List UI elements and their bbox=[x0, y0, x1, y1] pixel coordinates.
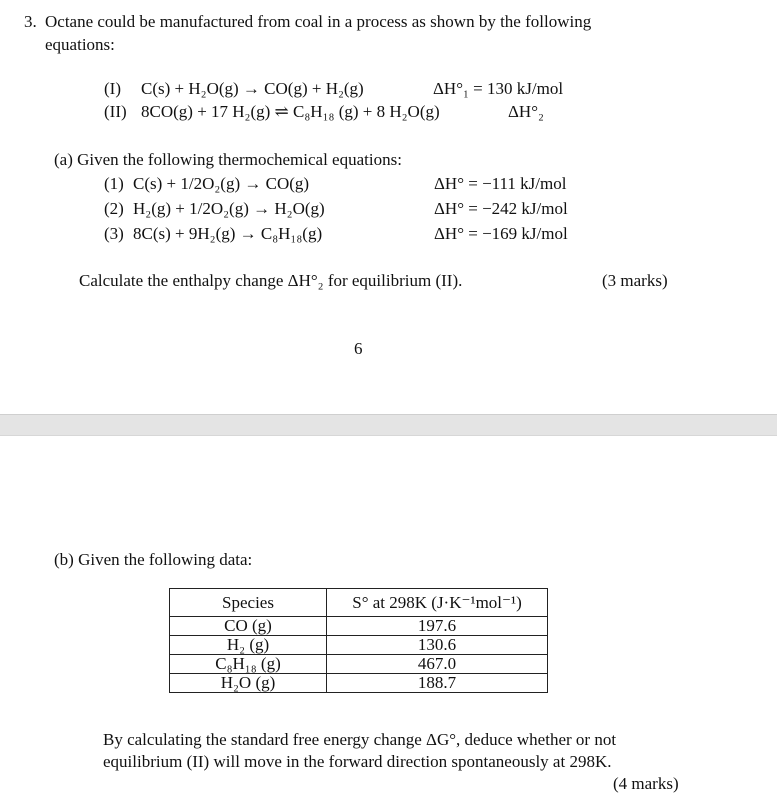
equation-1-enthalpy: ΔH°₁ = 130 kJ/mol bbox=[433, 79, 564, 98]
table-cell-species: CO (g) bbox=[170, 617, 327, 636]
table-cell-species: C₈H₁₈ (g) bbox=[170, 655, 327, 674]
question-number: 3. bbox=[24, 12, 37, 31]
thermo-eq-1-label: (1) bbox=[104, 174, 124, 193]
table-header-entropy: S° at 298K (J·K⁻¹mol⁻¹) bbox=[327, 589, 548, 617]
table-cell-entropy: 197.6 bbox=[327, 617, 548, 636]
equation-1-label: (I) bbox=[104, 79, 121, 98]
part-b-instruction-line2: equilibrium (II) will move in the forward direction spontaneously at 298K. bbox=[103, 752, 612, 771]
table-cell-entropy: 467.0 bbox=[327, 655, 548, 674]
question-intro-line1: Octane could be manufactured from coal in a process as shown by the following bbox=[45, 12, 592, 31]
equation-2-reaction: 8CO(g) + 17 H₂(g) ⇌ C₈H₁₈ (g) + 8 H₂O(g) bbox=[141, 102, 440, 121]
table-row bbox=[170, 617, 548, 636]
page-number: 6 bbox=[354, 339, 363, 358]
page-separator bbox=[0, 414, 777, 436]
equation-2-enthalpy: ΔH°₂ bbox=[508, 102, 544, 121]
thermo-eq-2-reaction: H₂(g) + 1/2O₂(g) → H₂O(g) bbox=[133, 199, 325, 218]
entropy-data-table bbox=[169, 588, 548, 693]
thermo-eq-2-label: (2) bbox=[104, 199, 124, 218]
table-cell-entropy: 130.6 bbox=[327, 636, 548, 655]
part-b-heading: (b) Given the following data: bbox=[54, 550, 253, 569]
thermo-eq-1-reaction: C(s) + 1/2O₂(g) → CO(g) bbox=[133, 174, 310, 193]
equation-2-label: (II) bbox=[104, 102, 127, 121]
thermo-eq-3-enthalpy: ΔH° = −169 kJ/mol bbox=[434, 224, 568, 243]
part-b-marks: (4 marks) bbox=[613, 774, 679, 793]
equation-1-reaction: C(s) + H₂O(g) → CO(g) + H₂(g) bbox=[141, 79, 364, 98]
table-row bbox=[170, 674, 548, 693]
table-cell-species: H₂O (g) bbox=[170, 674, 327, 693]
thermo-eq-3-reaction: 8C(s) + 9H₂(g) → C₈H₁₈(g) bbox=[133, 224, 323, 243]
table-header-species: Species bbox=[170, 589, 327, 617]
thermo-eq-2-enthalpy: ΔH° = −242 kJ/mol bbox=[434, 199, 568, 218]
table-row bbox=[170, 655, 548, 674]
question-intro-line2: equations: bbox=[45, 35, 115, 54]
table-row bbox=[170, 636, 548, 655]
part-a-heading: (a) Given the following thermochemical equations: bbox=[54, 150, 402, 169]
table-cell-entropy: 188.7 bbox=[327, 674, 548, 693]
part-a-marks: (3 marks) bbox=[602, 271, 668, 290]
table-cell-species: H₂ (g) bbox=[170, 636, 327, 655]
part-b-instruction-line1: By calculating the standard free energy change ΔG°, deduce whether or not bbox=[103, 730, 617, 749]
table-header-row bbox=[170, 589, 548, 617]
thermo-eq-3-label: (3) bbox=[104, 224, 124, 243]
part-a-instruction: Calculate the enthalpy change ΔH°₂ for equilibrium (II). bbox=[79, 271, 463, 290]
thermo-eq-1-enthalpy: ΔH° = −111 kJ/mol bbox=[434, 174, 567, 193]
